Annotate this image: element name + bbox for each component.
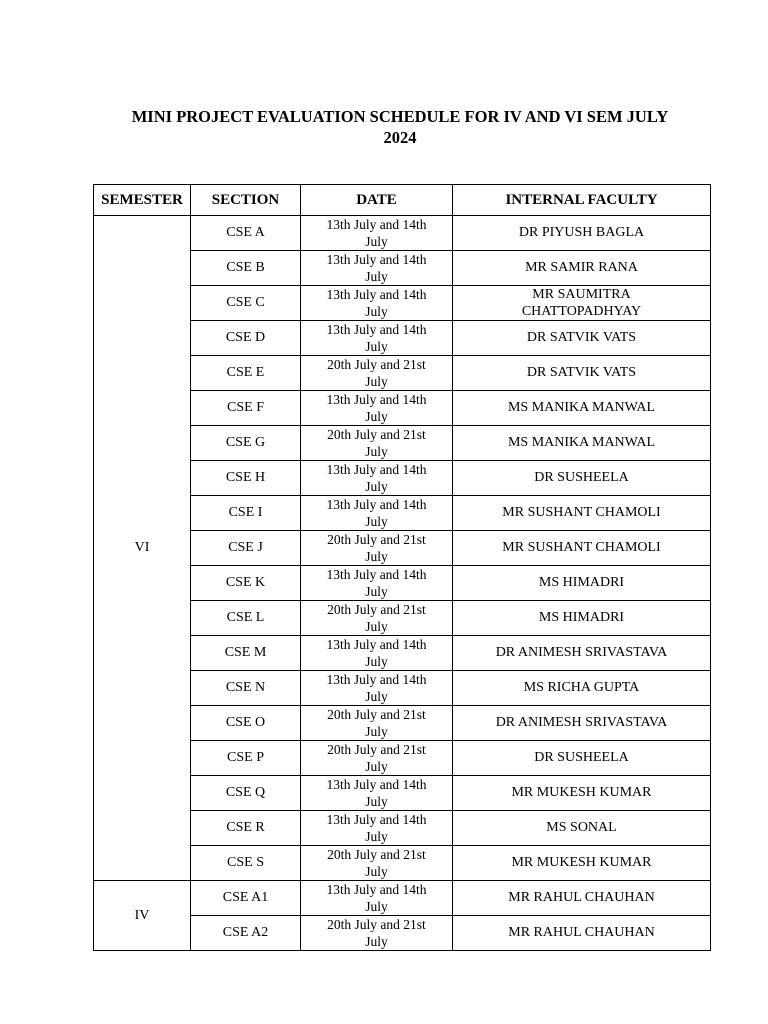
date-line: July bbox=[365, 339, 388, 354]
faculty-line: CHATTOPADHYAY bbox=[521, 304, 642, 319]
faculty-line: MS RICHA GUPTA bbox=[523, 680, 640, 695]
header-semester: SEMESTER bbox=[94, 185, 191, 216]
title-line-2: 2024 bbox=[383, 128, 417, 147]
date-line: 13th July and 14th bbox=[326, 252, 427, 267]
faculty-cell bbox=[453, 881, 711, 916]
section-cell: CSE P bbox=[191, 741, 301, 776]
faculty-line: MR SAUMITRA bbox=[532, 287, 631, 302]
faculty-line: DR ANIMESH SRIVASTAVA bbox=[495, 715, 668, 730]
date-line: July bbox=[365, 724, 388, 739]
faculty-cell bbox=[453, 321, 711, 356]
section-cell: CSE Q bbox=[191, 776, 301, 811]
section-cell: CSE S bbox=[191, 846, 301, 881]
date-cell bbox=[301, 531, 453, 566]
date-line: July bbox=[365, 934, 388, 949]
faculty-cell bbox=[453, 391, 711, 426]
schedule-body bbox=[94, 216, 711, 951]
section-cell: CSE O bbox=[191, 706, 301, 741]
date-cell bbox=[301, 251, 453, 286]
section-cell: CSE L bbox=[191, 601, 301, 636]
faculty-line: MR RAHUL CHAUHAN bbox=[508, 925, 655, 940]
date-line: July bbox=[365, 864, 388, 879]
date-line: July bbox=[365, 829, 388, 844]
date-line: 13th July and 14th bbox=[326, 217, 427, 232]
date-line: July bbox=[365, 269, 388, 284]
faculty-line: MR RAHUL CHAUHAN bbox=[508, 890, 655, 905]
header-internal-faculty: INTERNAL FACULTY bbox=[453, 185, 711, 216]
faculty-cell bbox=[453, 531, 711, 566]
section-cell: CSE A bbox=[191, 216, 301, 251]
date-line: 20th July and 21st bbox=[327, 707, 426, 722]
faculty-line: DR SATVIK VATS bbox=[526, 365, 637, 380]
table-row bbox=[94, 881, 711, 916]
date-cell bbox=[301, 356, 453, 391]
section-cell: CSE C bbox=[191, 286, 301, 321]
date-line: July bbox=[365, 899, 388, 914]
faculty-line: MS HIMADRI bbox=[538, 610, 625, 625]
date-line: 13th July and 14th bbox=[326, 672, 427, 687]
date-line: July bbox=[365, 374, 388, 389]
faculty-line: MR SAMIR RANA bbox=[525, 260, 638, 275]
date-cell bbox=[301, 671, 453, 706]
header-section: SECTION bbox=[191, 185, 301, 216]
faculty-cell bbox=[453, 846, 711, 881]
faculty-line: DR SUSHEELA bbox=[534, 750, 629, 765]
date-cell bbox=[301, 706, 453, 741]
section-cell: CSE K bbox=[191, 566, 301, 601]
section-cell: CSE B bbox=[191, 251, 301, 286]
date-line: July bbox=[365, 654, 388, 669]
faculty-line: MS HIMADRI bbox=[538, 575, 625, 590]
section-cell: CSE H bbox=[191, 461, 301, 496]
faculty-cell bbox=[453, 251, 711, 286]
table-row bbox=[94, 216, 711, 251]
section-cell: CSE N bbox=[191, 671, 301, 706]
date-line: 20th July and 21st bbox=[327, 532, 426, 547]
date-line: July bbox=[365, 514, 388, 529]
faculty-cell bbox=[453, 776, 711, 811]
date-line: July bbox=[365, 304, 388, 319]
faculty-line: MS MANIKA MANWAL bbox=[507, 400, 655, 415]
date-line: July bbox=[365, 759, 388, 774]
section-cell: CSE E bbox=[191, 356, 301, 391]
date-line: July bbox=[365, 479, 388, 494]
section-cell: CSE A1 bbox=[191, 881, 301, 916]
faculty-line: DR SATVIK VATS bbox=[526, 330, 637, 345]
date-line: 13th July and 14th bbox=[326, 287, 427, 302]
date-line: July bbox=[365, 584, 388, 599]
date-cell bbox=[301, 916, 453, 951]
faculty-line: MR MUKESH KUMAR bbox=[511, 855, 652, 870]
date-line: July bbox=[365, 444, 388, 459]
faculty-cell bbox=[453, 601, 711, 636]
date-cell bbox=[301, 391, 453, 426]
date-cell bbox=[301, 321, 453, 356]
faculty-cell bbox=[453, 356, 711, 391]
faculty-line: DR ANIMESH SRIVASTAVA bbox=[495, 645, 668, 660]
date-cell bbox=[301, 636, 453, 671]
faculty-cell bbox=[453, 706, 711, 741]
date-line: 13th July and 14th bbox=[326, 462, 427, 477]
section-cell: CSE F bbox=[191, 391, 301, 426]
document-title bbox=[80, 106, 720, 148]
date-cell bbox=[301, 846, 453, 881]
faculty-line: DR SUSHEELA bbox=[534, 470, 629, 485]
date-line: July bbox=[365, 409, 388, 424]
date-line: July bbox=[365, 234, 388, 249]
section-cell: CSE J bbox=[191, 531, 301, 566]
faculty-line: MR MUKESH KUMAR bbox=[511, 785, 652, 800]
section-cell: CSE D bbox=[191, 321, 301, 356]
semester-cell: IV bbox=[94, 881, 191, 951]
date-line: 20th July and 21st bbox=[327, 427, 426, 442]
date-line: July bbox=[365, 689, 388, 704]
date-cell bbox=[301, 811, 453, 846]
date-line: 13th July and 14th bbox=[326, 392, 427, 407]
date-line: 20th July and 21st bbox=[327, 602, 426, 617]
date-line: 13th July and 14th bbox=[326, 497, 427, 512]
date-cell bbox=[301, 461, 453, 496]
faculty-cell bbox=[453, 566, 711, 601]
faculty-cell bbox=[453, 461, 711, 496]
header-date: DATE bbox=[301, 185, 453, 216]
faculty-line: MS SONAL bbox=[546, 820, 617, 835]
date-line: 20th July and 21st bbox=[327, 357, 426, 372]
section-cell: CSE R bbox=[191, 811, 301, 846]
title-line-1: MINI PROJECT EVALUATION SCHEDULE FOR IV AND VI SEM JULY bbox=[131, 107, 669, 126]
date-line: 13th July and 14th bbox=[326, 637, 427, 652]
faculty-line: MS MANIKA MANWAL bbox=[507, 435, 655, 450]
date-cell bbox=[301, 776, 453, 811]
faculty-cell bbox=[453, 811, 711, 846]
date-line: July bbox=[365, 549, 388, 564]
date-cell bbox=[301, 496, 453, 531]
date-line: 13th July and 14th bbox=[326, 882, 427, 897]
date-line: 20th July and 21st bbox=[327, 742, 426, 757]
date-cell bbox=[301, 566, 453, 601]
faculty-cell bbox=[453, 636, 711, 671]
faculty-cell bbox=[453, 916, 711, 951]
schedule-table bbox=[93, 184, 711, 951]
date-cell bbox=[301, 881, 453, 916]
faculty-line: MR SUSHANT CHAMOLI bbox=[502, 540, 661, 555]
date-line: 13th July and 14th bbox=[326, 777, 427, 792]
date-cell bbox=[301, 426, 453, 461]
faculty-cell bbox=[453, 426, 711, 461]
date-cell bbox=[301, 216, 453, 251]
semester-cell: VI bbox=[94, 216, 191, 881]
section-cell: CSE M bbox=[191, 636, 301, 671]
faculty-line: MR SUSHANT CHAMOLI bbox=[502, 505, 661, 520]
date-cell bbox=[301, 601, 453, 636]
date-line: 20th July and 21st bbox=[327, 917, 426, 932]
date-cell bbox=[301, 286, 453, 321]
date-line: 13th July and 14th bbox=[326, 567, 427, 582]
faculty-cell bbox=[453, 216, 711, 251]
section-cell: CSE G bbox=[191, 426, 301, 461]
table-header-row bbox=[94, 185, 711, 216]
date-cell bbox=[301, 741, 453, 776]
date-line: 13th July and 14th bbox=[326, 322, 427, 337]
date-line: July bbox=[365, 794, 388, 809]
date-line: 13th July and 14th bbox=[326, 812, 427, 827]
faculty-cell bbox=[453, 286, 711, 321]
faculty-cell bbox=[453, 496, 711, 531]
section-cell: CSE I bbox=[191, 496, 301, 531]
faculty-cell bbox=[453, 671, 711, 706]
section-cell: CSE A2 bbox=[191, 916, 301, 951]
faculty-cell bbox=[453, 741, 711, 776]
faculty-line: DR PIYUSH BAGLA bbox=[518, 225, 645, 240]
date-line: 20th July and 21st bbox=[327, 847, 426, 862]
date-line: July bbox=[365, 619, 388, 634]
